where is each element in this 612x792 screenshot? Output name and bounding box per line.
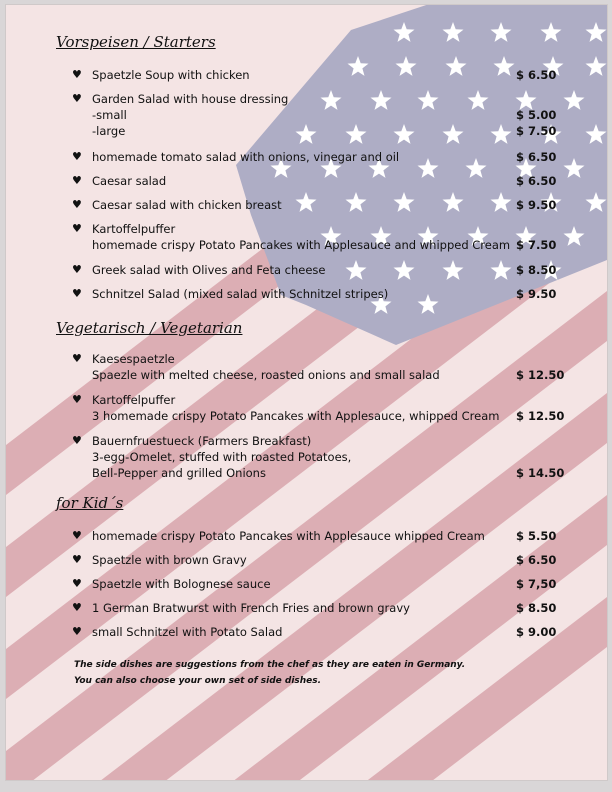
item-name: Greek salad with Olives and Feta cheese xyxy=(92,263,326,277)
menu-item xyxy=(72,528,562,544)
item-name: Spaetzle Soup with chicken xyxy=(92,68,250,82)
heart-icon: ♥ xyxy=(72,553,82,566)
item-detail: 3 homemade crispy Potato Pancakes with Applesauce, whipped Cream xyxy=(92,409,500,423)
heart-icon: ♥ xyxy=(72,174,82,187)
heart-icon: ♥ xyxy=(72,68,82,81)
section-title: Vorspeisen / Starters xyxy=(56,33,216,51)
menu-item xyxy=(72,286,562,302)
item-description xyxy=(92,576,271,592)
menu-item xyxy=(72,392,565,424)
note-line: You can also choose your own set of side dishes. xyxy=(74,676,322,686)
section-title: for Kid´s xyxy=(56,494,124,512)
item-detail: -large xyxy=(92,124,126,138)
menu-item xyxy=(72,262,562,278)
item-description xyxy=(92,221,510,253)
item-name: Bauernfruestueck (Farmers Breakfast) xyxy=(92,434,312,448)
item-price: $ 6.50 xyxy=(516,150,557,164)
item-name: 1 German Bratwurst with French Fries and brown gravy xyxy=(92,601,410,615)
item-name: Caesar salad xyxy=(92,174,167,188)
heart-icon: ♥ xyxy=(72,393,82,406)
item-name: Garden Salad with house dressing xyxy=(92,92,289,106)
item-price: $ 9.50 xyxy=(516,198,557,212)
item-description xyxy=(92,552,247,568)
item-description xyxy=(92,67,250,83)
menu-item xyxy=(72,433,565,481)
item-price: $ 8.50 xyxy=(516,263,557,277)
item-price: $ 7,50 xyxy=(516,577,557,591)
menu-item xyxy=(72,600,562,616)
heart-icon: ♥ xyxy=(72,577,82,590)
heart-icon: ♥ xyxy=(72,601,82,614)
item-name: Spaetzle with Bolognese sauce xyxy=(92,577,271,591)
item-detail: Bell-Pepper and grilled Onions xyxy=(92,466,266,480)
item-name: Kartoffelpuffer xyxy=(92,393,176,407)
heart-icon: ♥ xyxy=(72,625,82,638)
menu-item xyxy=(72,197,562,213)
item-description xyxy=(92,173,166,189)
item-price: $ 7.50 xyxy=(516,124,557,138)
item-name: Caesar salad with chicken breast xyxy=(92,198,282,212)
item-price: $ 9.00 xyxy=(516,625,557,639)
menu-item xyxy=(72,624,562,640)
item-price: $ 5.00 xyxy=(516,108,557,122)
heart-icon: ♥ xyxy=(72,263,82,276)
item-description xyxy=(92,528,485,544)
item-name: Kaesespaetzle xyxy=(92,352,175,366)
item-price: $ 6.50 xyxy=(516,553,557,567)
item-description xyxy=(92,624,282,640)
menu-item xyxy=(72,221,562,253)
heart-icon: ♥ xyxy=(72,352,82,365)
note-line: The side dishes are suggestions from the chef as they are eaten in Germany. xyxy=(74,660,466,670)
menu-item xyxy=(72,576,562,592)
menu-item xyxy=(72,91,562,139)
item-price: $ 6.50 xyxy=(516,68,557,82)
menu-item xyxy=(72,351,565,383)
item-name: Spaetzle with brown Gravy xyxy=(92,553,247,567)
heart-icon: ♥ xyxy=(72,434,82,447)
heart-icon: ♥ xyxy=(72,529,82,542)
item-description xyxy=(92,91,288,139)
item-price: $ 9.50 xyxy=(516,287,557,301)
item-detail: Spaezle with melted cheese, roasted onions and small salad xyxy=(92,368,440,382)
item-description xyxy=(92,351,440,383)
item-name: Schnitzel Salad (mixed salad with Schnitzel stripes) xyxy=(92,287,389,301)
menu-item xyxy=(72,67,562,83)
heart-icon: ♥ xyxy=(72,222,82,235)
item-price: $ 14.50 xyxy=(516,466,565,480)
item-description xyxy=(92,433,351,481)
item-price: $ 8.50 xyxy=(516,601,557,615)
item-name: small Schnitzel with Potato Salad xyxy=(92,625,283,639)
item-price: $ 7.50 xyxy=(516,238,557,252)
section-title: Vegetarisch / Vegetarian xyxy=(56,319,243,337)
item-description xyxy=(92,262,326,278)
item-price: $ 12.50 xyxy=(516,368,565,382)
item-name: homemade tomato salad with onions, vinegar and oil xyxy=(92,150,400,164)
item-detail: -small xyxy=(92,108,127,122)
menu-page xyxy=(5,4,608,781)
menu-item xyxy=(72,173,562,189)
menu-item xyxy=(72,149,562,165)
item-description xyxy=(92,286,388,302)
side-dish-note xyxy=(74,657,465,689)
heart-icon: ♥ xyxy=(72,287,82,300)
heart-icon: ♥ xyxy=(72,92,82,105)
item-name: homemade crispy Potato Pancakes with Applesauce whipped Cream xyxy=(92,529,485,543)
item-description xyxy=(92,392,499,424)
item-description xyxy=(92,149,399,165)
item-description xyxy=(92,197,282,213)
item-name: Kartoffelpuffer xyxy=(92,222,176,236)
item-detail: homemade crispy Potato Pancakes with Applesauce and whipped Cream xyxy=(92,238,511,252)
item-price: $ 12.50 xyxy=(516,409,565,423)
heart-icon: ♥ xyxy=(72,150,82,163)
menu-item xyxy=(72,552,562,568)
item-detail: 3-egg-Omelet, stuffed with roasted Potatoes, xyxy=(92,450,352,464)
heart-icon: ♥ xyxy=(72,198,82,211)
item-price: $ 6.50 xyxy=(516,174,557,188)
item-price: $ 5.50 xyxy=(516,529,557,543)
item-description xyxy=(92,600,410,616)
